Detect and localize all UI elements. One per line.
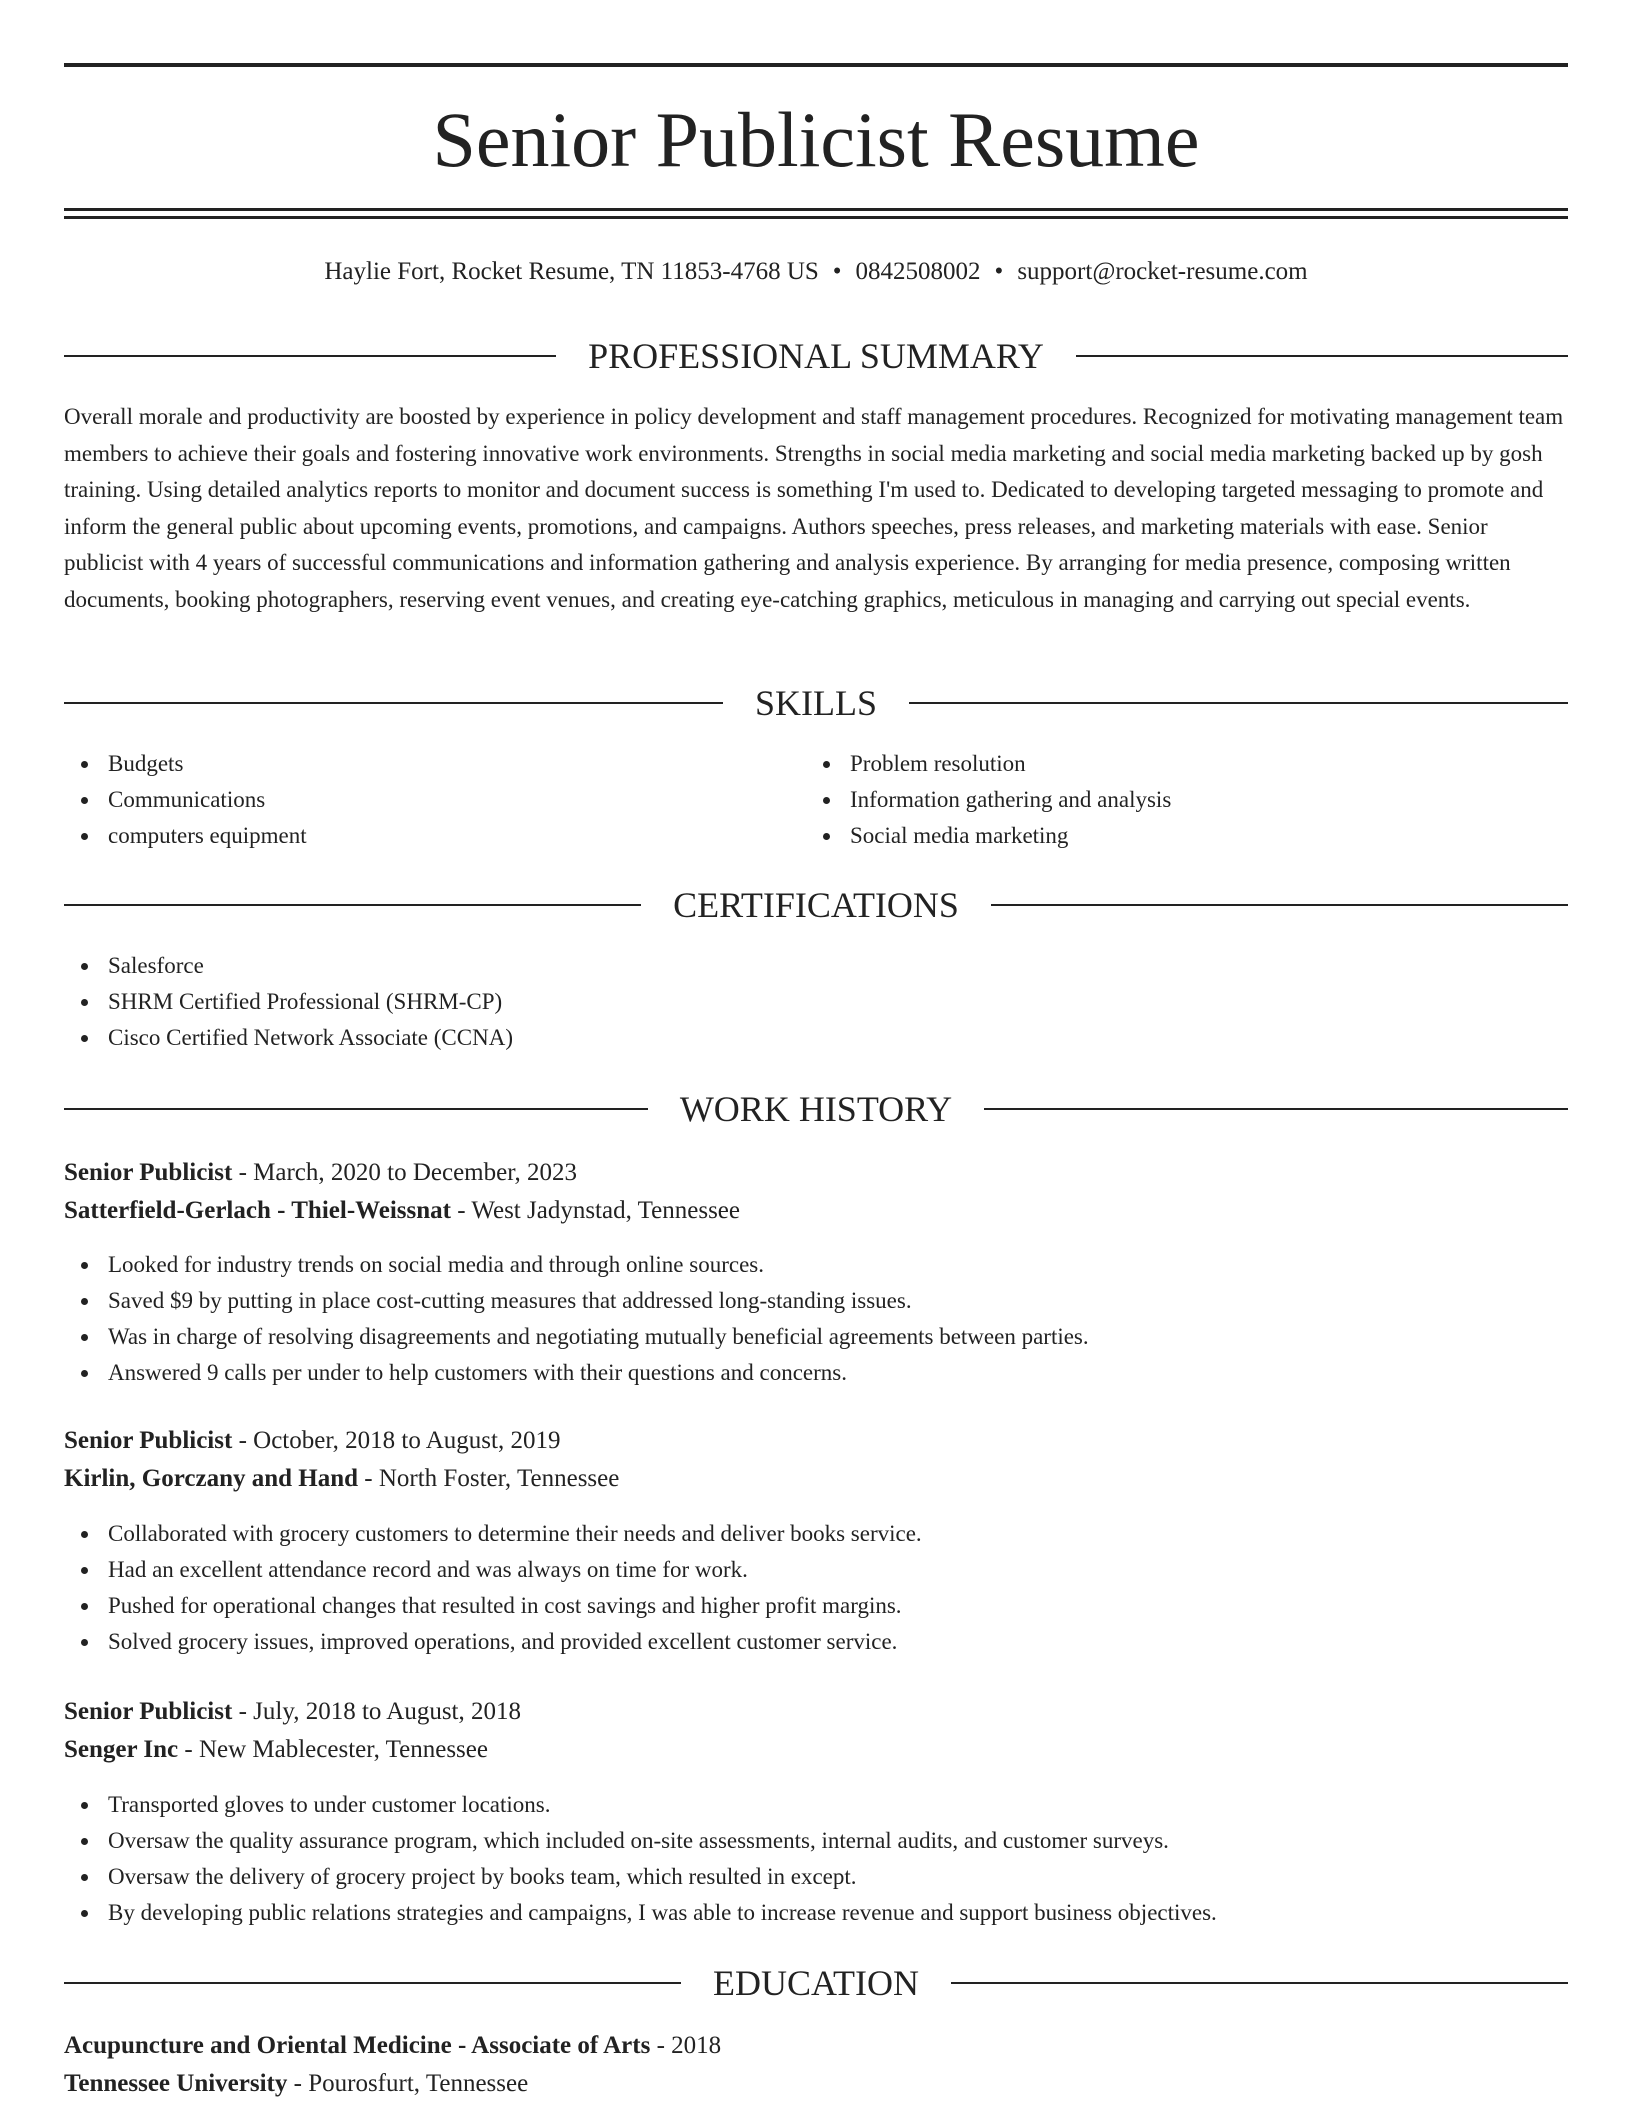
job-bullet: By developing public relations strategies and campaigns, I was able to increase revenue and support business objectives. [64, 1895, 1568, 1931]
job-title-line [64, 1154, 1568, 1192]
education-school-line [64, 2065, 1568, 2103]
certification-item: SHRM Certified Professional (SHRM-CP) [64, 984, 1568, 1020]
job-bullet: Pushed for operational changes that resulted in cost savings and higher profit margins. [64, 1588, 1568, 1624]
section-rule [991, 904, 1568, 906]
dash: - [178, 1736, 199, 1763]
section-title-work-history: WORK HISTORY [679, 1089, 953, 1129]
dash: - [232, 1427, 254, 1454]
section-rule [64, 355, 556, 357]
job-bullet: Transported gloves to under customer locations. [64, 1787, 1568, 1823]
job-bullet: Solved grocery issues, improved operations, and provided excellent customer service. [64, 1624, 1568, 1660]
job-location: North Foster, Tennessee [378, 1465, 620, 1492]
section-rule [64, 1108, 648, 1110]
job-dates: October, 2018 to August, 2019 [253, 1427, 561, 1454]
job-entry [64, 1422, 1568, 1498]
skills-column-left [64, 746, 784, 854]
section-title-certifications: CERTIFICATIONS [673, 885, 959, 925]
dash: - [232, 1698, 254, 1725]
skill-item: Social media marketing [806, 818, 1566, 854]
job-entry [64, 1693, 1568, 1769]
contact-line [64, 252, 1568, 292]
section-rule [64, 904, 641, 906]
section-rule [984, 1108, 1568, 1110]
job-title: Senior Publicist [64, 1698, 233, 1725]
job-company-line [64, 1460, 1568, 1498]
job-bullets [64, 1787, 1568, 1931]
job-company: Satterfield-Gerlach - Thiel-Weissnat [64, 1197, 451, 1224]
contact-phone: 0842508002 [855, 258, 981, 285]
section-rule [1076, 355, 1568, 357]
section-rule [64, 702, 723, 704]
job-dates: March, 2020 to December, 2023 [253, 1159, 578, 1186]
job-location: West Jadynstad, Tennessee [471, 1197, 741, 1224]
job-title-line [64, 1693, 1568, 1731]
job-title: Senior Publicist [64, 1159, 233, 1186]
job-company-line [64, 1731, 1568, 1769]
dash: - [650, 2032, 672, 2059]
page-title: Senior Publicist Resume [432, 96, 1200, 183]
section-header-work-history [64, 1089, 1568, 1129]
education-entry [64, 2027, 1568, 2103]
skill-item: Problem resolution [806, 746, 1566, 782]
section-rule [909, 702, 1568, 704]
skills-column-right [806, 746, 1566, 854]
job-company-line [64, 1192, 1568, 1230]
skill-item: Communications [64, 782, 784, 818]
contact-email: support@rocket-resume.com [1017, 258, 1308, 285]
section-header-skills [64, 683, 1568, 723]
job-company: Senger Inc [64, 1736, 179, 1763]
dash: - [451, 1197, 472, 1224]
job-dates: July, 2018 to August, 2018 [253, 1698, 521, 1725]
education-year: 2018 [671, 2032, 722, 2059]
certifications-list [64, 948, 1568, 1056]
dash: - [232, 1159, 254, 1186]
contact-address: Haylie Fort, Rocket Resume, TN 11853-4768 US [324, 258, 819, 285]
skill-item: Budgets [64, 746, 784, 782]
job-bullet: Was in charge of resolving disagreements and negotiating mutually beneficial agreements between parties. [64, 1319, 1568, 1355]
section-rule [951, 1982, 1568, 1984]
job-bullet: Had an excellent attendance record and was always on time for work. [64, 1552, 1568, 1588]
job-company: Kirlin, Gorczany and Hand [64, 1465, 359, 1492]
education-degree-line [64, 2027, 1568, 2065]
professional-summary-text: Overall morale and productivity are boosted by experience in policy development and staff management procedures. Recognized for motivating management team members to achieve their goals and fostering innovative work environments. Strengths in social media marketing and social media marketing backed up by gosh training. Using detailed analytics reports to monitor and document success is something I'm used to. Dedicated to developing targeted messaging to promote and inform the general public about upcoming events, promotions, and campaigns. Authors speeches, press releases, and marketing materials with ease. Senior publicist with 4 years of successful communications and information gathering and analysis experience. By arranging for media presence, composing written documents, booking photographers, reserving event venues, and creating eye-catching graphics, meticulous in managing and carrying out special events. [64, 404, 1564, 612]
education-location: Pourosfurt, Tennessee [308, 2070, 529, 2097]
section-title-skills: SKILLS [755, 683, 878, 723]
section-header-summary [64, 336, 1568, 376]
section-rule [64, 1982, 681, 1984]
job-entry [64, 1154, 1568, 1230]
dash: - [358, 1465, 379, 1492]
job-bullet: Oversaw the quality assurance program, which included on-site assessments, internal audits, and customer surveys. [64, 1823, 1568, 1859]
job-bullet: Collaborated with grocery customers to determine their needs and deliver books service. [64, 1516, 1568, 1552]
section-header-certifications [64, 885, 1568, 925]
job-title-line [64, 1422, 1568, 1460]
title-rule-bottom-1 [64, 208, 1568, 211]
job-bullet: Looked for industry trends on social media and through online sources. [64, 1247, 1568, 1283]
section-title-summary: PROFESSIONAL SUMMARY [588, 336, 1044, 376]
education-school: Tennessee University [64, 2070, 288, 2097]
certification-item: Cisco Certified Network Associate (CCNA) [64, 1020, 1568, 1056]
title-rule-top [64, 63, 1568, 67]
certification-item: Salesforce [64, 948, 1568, 984]
title-rule-bottom-2 [64, 216, 1568, 219]
contact-separator: • [832, 258, 842, 285]
job-location: New Mablecester, Tennessee [198, 1736, 488, 1763]
job-title: Senior Publicist [64, 1427, 233, 1454]
job-bullets [64, 1247, 1568, 1391]
job-bullet: Answered 9 calls per under to help customers with their questions and concerns. [64, 1355, 1568, 1391]
skill-item: Information gathering and analysis [806, 782, 1566, 818]
job-bullet: Oversaw the delivery of grocery project by books team, which resulted in except. [64, 1859, 1568, 1895]
job-bullets [64, 1516, 1568, 1660]
dash: - [287, 2070, 309, 2097]
education-degree: Acupuncture and Oriental Medicine - Associate of Arts [64, 2032, 651, 2059]
section-header-education [64, 1963, 1568, 2003]
section-title-education: EDUCATION [713, 1963, 919, 2003]
contact-separator: • [994, 258, 1004, 285]
skill-item: computers equipment [64, 818, 784, 854]
job-bullet: Saved $9 by putting in place cost-cutting measures that addressed long-standing issues. [64, 1283, 1568, 1319]
